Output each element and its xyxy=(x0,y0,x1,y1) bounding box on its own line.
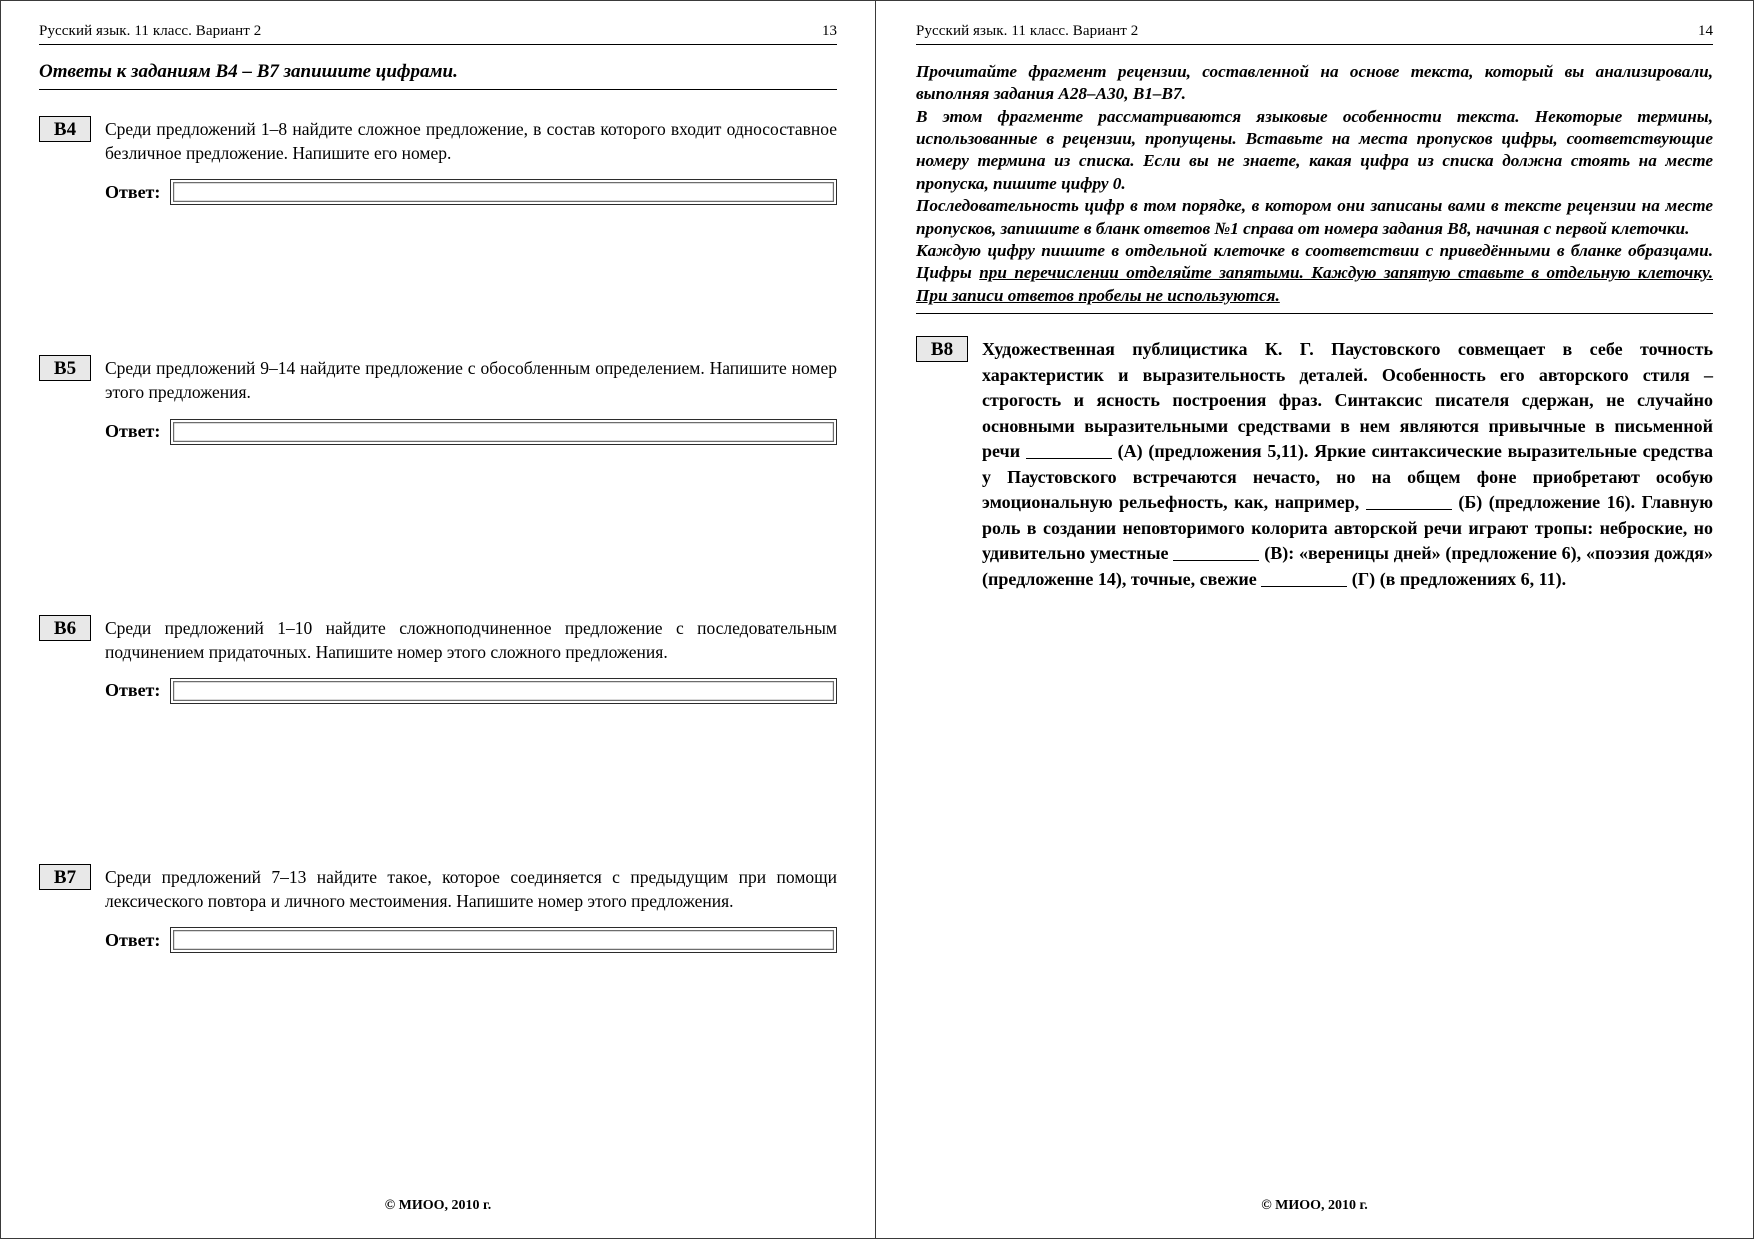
task-b5 xyxy=(39,355,837,444)
page-right xyxy=(876,0,1754,1239)
task-code-b4: B4 xyxy=(39,116,91,142)
blank-g[interactable] xyxy=(1261,586,1347,587)
page-left xyxy=(0,0,876,1239)
rubric-paragraph-4-plain: Каждую цифру пишите в отдельной клеточке в соответствии с приведёнными в бланке образцами. Цифры xyxy=(916,240,1713,283)
task-code-b5: B5 xyxy=(39,355,91,381)
header-title-right: Русский язык. 11 класс. Вариант 2 xyxy=(916,23,1139,39)
task-text-b7: Среди предложений 7–13 найдите такое, которое соединяется с предыдущим при помощи лексического повтора и личного местоимения. Напишите номер этого предложения. xyxy=(105,866,837,911)
footer-right: © МИОО, 2010 г. xyxy=(1261,1198,1368,1213)
b8-label-g: (Г) xyxy=(1351,568,1376,589)
b8-part-3: «вереницы дней» (предложение 6), «поэзия дождя» (предложенне 14), точные, свежие xyxy=(982,543,1714,589)
answer-row-b5 xyxy=(105,419,837,445)
rubric-paragraph-1: Прочитайте фрагмент рецензии, составленной на основе текста, который вы анализировали, выполняя задания А28–А30, В1–В7. xyxy=(916,62,1713,104)
answer-input-b4[interactable] xyxy=(170,179,837,205)
task-b4 xyxy=(39,116,837,205)
answer-row-b6 xyxy=(105,678,837,704)
rubric-paragraph-3: Последовательность цифр в том порядке, в котором они записаны вами в тексте рецензии на месте пропусков, запишите в бланк ответов №1 справа от номера задания В8, начиная с первой клеточки. xyxy=(916,196,1713,238)
answer-label-b6: Ответ: xyxy=(105,680,161,701)
b8-part-2: (предложения 5,11). Яркие синтаксические выразительные средства у Паустовского встречаются нечасто, но на общем фоне приобретают особую эмоциональную рельефность, как, например, xyxy=(982,441,1714,513)
answer-input-b6[interactable] xyxy=(170,678,837,704)
header-title-left: Русский язык. 11 класс. Вариант 2 xyxy=(39,23,262,39)
task-text-b6: Среди предложений 1–10 найдите сложноподчиненное предложение с последовательным подчинением придаточных. Напишите номер этого сложного предложения. xyxy=(105,617,837,662)
section-title: Ответы к заданиям В4 – В7 запишите цифрами. xyxy=(39,61,837,90)
rubric-paragraph-2: В этом фрагменте рассматриваются языковые особенности текста. Некоторые термины, использованные в рецензии, пропущены. Вставьте на места пропусков цифры, соответствующие номеру термина из списка. Если вы не знаете, какая цифра из списка должна стоять на месте пропуска, пишите цифру 0. xyxy=(916,106,1713,193)
answer-label-b4: Ответ: xyxy=(105,181,161,202)
b8-part-1: Художественная публицистика К. Г. Паустовского совмещает в себе точность характеристик и выразительность деталей. Особенность его авторского стиля – строгость и ясность построения фраз. Синтаксис писателя сдержан, не случайно основными выразительными средствами в нем являются привычные в письменной речи xyxy=(982,338,1713,462)
page-header-left xyxy=(39,23,837,45)
spacer-b4 xyxy=(39,205,837,355)
spacer-b6 xyxy=(39,704,837,864)
blank-a[interactable] xyxy=(1026,458,1112,459)
task-code-b8: B8 xyxy=(916,336,968,362)
answer-row-b7 xyxy=(105,927,837,953)
b8-label-v: (В): xyxy=(1264,543,1295,564)
task-code-b7: B7 xyxy=(39,864,91,890)
answer-row-b4 xyxy=(105,179,837,205)
page-header-right xyxy=(916,23,1713,45)
b8-label-b: (Б) (предложение 16). Главную роль в создании неповторимого колорита авторской речи играют тропы: неброские, но удивительно уместные xyxy=(982,492,1714,564)
footer-left: © МИОО, 2010 г. xyxy=(384,1198,492,1213)
blank-v[interactable] xyxy=(1173,560,1259,561)
b8-part-4: (в предложениях 6, 11). xyxy=(1379,568,1567,589)
task-text-b5: Среди предложений 9–14 найдите предложение с обособленным определением. Напишите номер этого предложения. xyxy=(105,358,837,403)
rubric-paragraph-4-underlined: при перечислении отделяйте запятыми. Каждую запятую ставьте в отдельную клеточку. При записи ответов пробелы не используются. xyxy=(916,263,1713,305)
rubric-paragraph-4 xyxy=(916,240,1713,307)
task-text-b4: Среди предложений 1–8 найдите сложное предложение, в состав которого входит односоставное безличное предложение. Напишите его номер. xyxy=(105,119,837,164)
blank-b[interactable] xyxy=(1366,509,1452,510)
answer-label-b5: Ответ: xyxy=(105,421,161,442)
page-number-right: 14 xyxy=(1698,23,1713,39)
answer-input-b7[interactable] xyxy=(170,927,837,953)
task-b8 xyxy=(916,336,1713,592)
spacer-b5 xyxy=(39,445,837,615)
rubric-block xyxy=(916,61,1713,314)
task-code-b6: B6 xyxy=(39,615,91,641)
answer-input-b5[interactable] xyxy=(170,419,837,445)
b8-label-a: (А) xyxy=(1117,441,1143,462)
task-b6 xyxy=(39,615,837,704)
page-number-left: 13 xyxy=(822,23,837,39)
answer-label-b7: Ответ: xyxy=(105,929,161,950)
task-b7 xyxy=(39,864,837,953)
task-text-b8 xyxy=(982,336,1713,592)
